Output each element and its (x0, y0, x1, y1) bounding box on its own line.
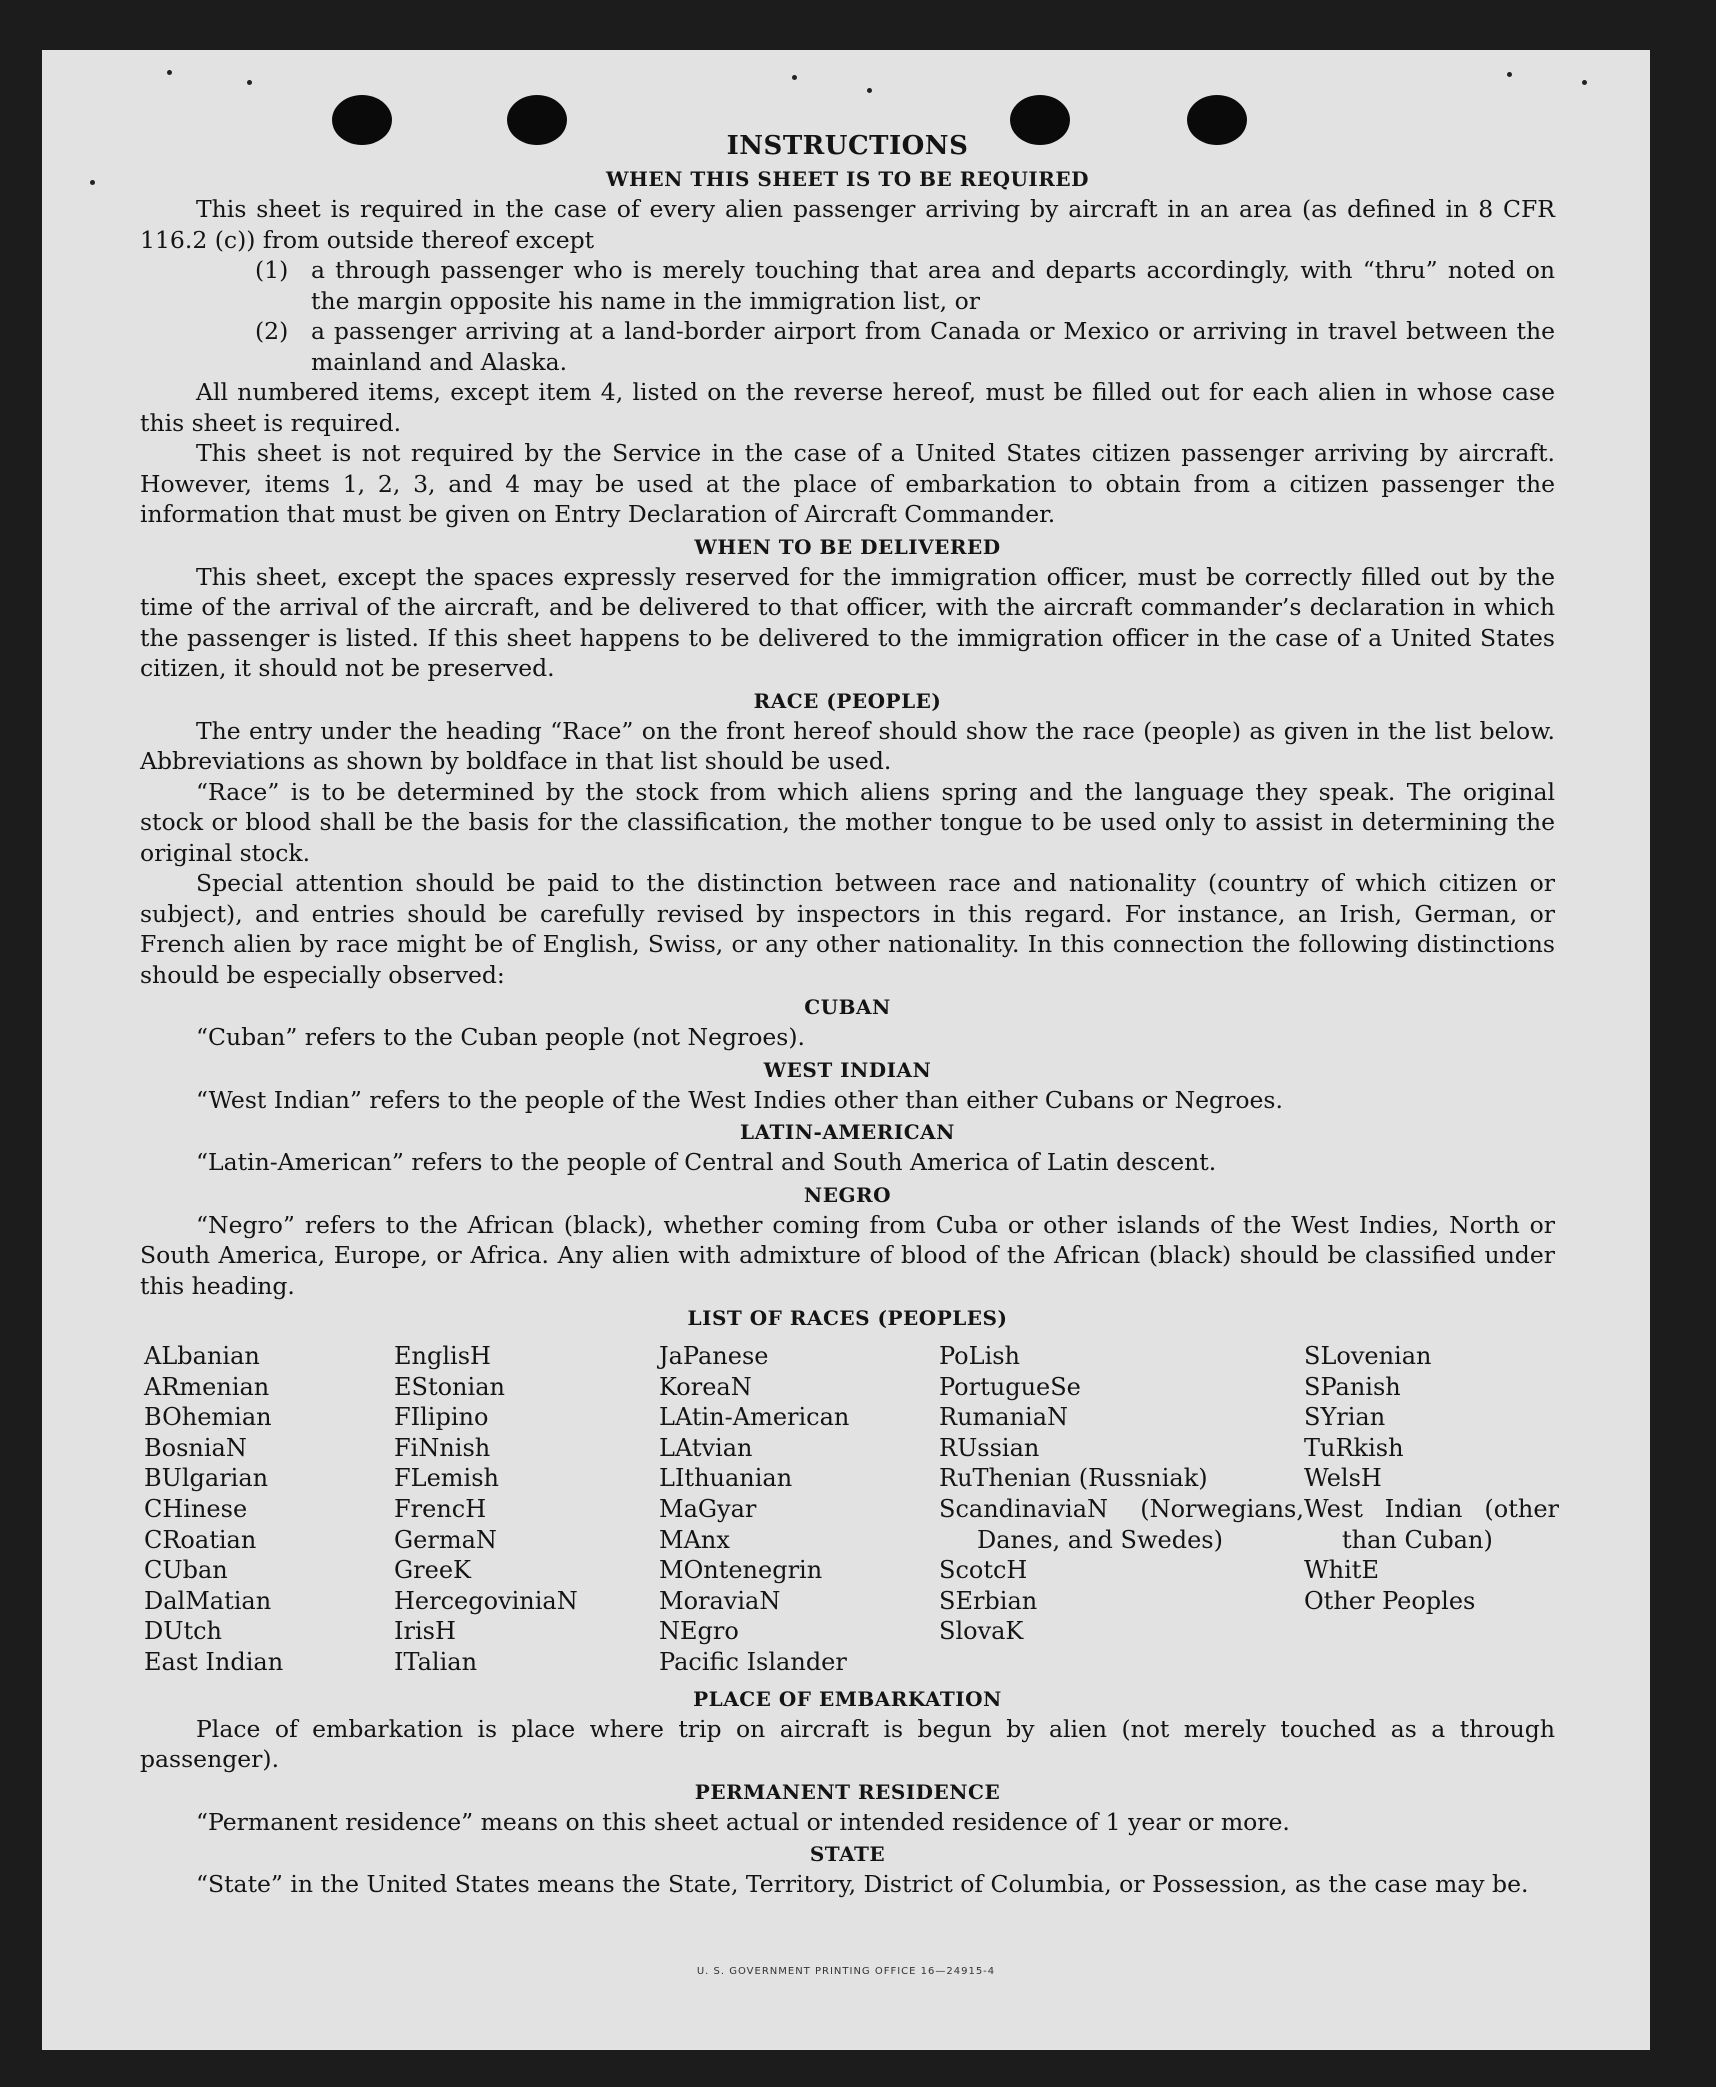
race-item: ITalian (394, 1647, 478, 1676)
race-item: RUssian (939, 1433, 1040, 1462)
race-item: FiNnish (394, 1433, 491, 1462)
list-item: (2) a passenger arriving at a land-border airport from Canada or Mexico or arriving in travel between the mainland and Alaska. (255, 317, 1555, 376)
race-list (144, 1341, 1559, 1678)
document-sheet (42, 50, 1650, 2050)
paragraph: The entry under the heading “Race” on the front hereof should show the race (people) as given in the list below. Abbreviations as shown by boldface in that list should be used. (140, 716, 1555, 775)
race-item: KoreaN (659, 1372, 752, 1401)
race-item: Pacific Islander (659, 1647, 847, 1676)
race-column (1304, 1341, 1559, 1678)
race-item: SlovaK (939, 1617, 1024, 1646)
section-heading: RACE (PEOPLE) (753, 688, 942, 713)
race-item: BosniaN (144, 1433, 247, 1462)
race-column (394, 1341, 659, 1678)
race-item: ScotcH (939, 1556, 1028, 1585)
section-heading: NEGRO (803, 1182, 892, 1207)
race-item: FIlipino (394, 1403, 489, 1432)
section-heading: WHEN THIS SHEET IS TO BE REQUIRED (606, 167, 1089, 191)
race-column (939, 1341, 1304, 1678)
race-item: DUtch (144, 1617, 223, 1646)
race-item: WelsH (1304, 1464, 1382, 1493)
paragraph: “Latin-American” refers to the people of Central and South America of Latin descent. (196, 1148, 1217, 1176)
race-item: JaPanese (659, 1342, 769, 1370)
race-item: West Indian (other than Cuban) (1304, 1494, 1559, 1554)
race-item: MOntenegrin (659, 1556, 823, 1585)
race-item: LAtvian (659, 1433, 753, 1462)
race-item: SPanish (1304, 1372, 1401, 1401)
scan-speck (1507, 72, 1512, 77)
paragraph: “Race” is to be determined by the stock from which aliens spring and the language they speak. The original stock or blood shall be the basis for the classification, the mother tongue to be used only to assist in determining the original stock. (140, 777, 1555, 867)
scan-speck (247, 80, 252, 85)
race-item: SErbian (939, 1586, 1038, 1615)
race-item: RumaniaN (939, 1403, 1069, 1432)
race-item: MoraviaN (659, 1586, 781, 1615)
section-heading: STATE (809, 1842, 886, 1867)
page-title: INSTRUCTIONS (726, 131, 969, 161)
scan-speck (167, 70, 172, 75)
race-item: LAtin-American (659, 1403, 850, 1432)
race-item: EStonian (394, 1372, 505, 1401)
race-item: FLemish (394, 1464, 499, 1493)
race-item: PoLish (939, 1342, 1021, 1370)
section-heading: CUBAN (804, 995, 891, 1019)
race-item: TuRkish (1304, 1433, 1404, 1462)
paragraph: Place of embarkation is place where trip on aircraft is begun by alien (not merely touched as a through passenger). (140, 1714, 1555, 1774)
paragraph: “State” in the United States means the State, Territory, District of Columbia, or Possession, as the case may be. (196, 1870, 1529, 1899)
race-item: CHinese (144, 1494, 248, 1523)
section-heading: WHEN TO BE DELIVERED (694, 534, 1001, 559)
instructions-body (140, 130, 1559, 1900)
printer-imprint: U. S. GOVERNMENT PRINTING OFFICE 16—24915-4 (696, 1966, 996, 1977)
scan-speck (90, 180, 95, 185)
race-item: ARmenian (144, 1372, 270, 1401)
race-column (659, 1341, 939, 1678)
race-item: PortugueSe (939, 1372, 1081, 1401)
race-item: SYrian (1304, 1403, 1386, 1432)
paragraph: Special attention should be paid to the distinction between race and nationality (country of which citizen or subject), and entries should be carefully revised by inspectors in this regard. For instance, an Irish, German, or French alien by race might be of English, Swiss, or any other nationality. In this connection the following distinctions should be especially observed: (140, 869, 1555, 989)
scan-speck (1582, 80, 1587, 85)
paragraph: All numbered items, except item 4, listed on the reverse hereof, must be filled out for each alien in whose case this sheet is required. (140, 378, 1555, 437)
race-item: BOhemian (144, 1403, 272, 1432)
race-item: CUban (144, 1556, 228, 1585)
paragraph: This sheet, except the spaces expressly reserved for the immigration officer, must be correctly filled out by the time of the arrival of the aircraft, and be delivered to that officer, with the aircraft commander’s declaration in which the passenger is listed. If this sheet happens to be delivered to the immigration officer in the case of a United States citizen, it should not be preserved. (140, 562, 1555, 682)
race-item: HercegoviniaN (394, 1586, 578, 1615)
race-item: IrisH (394, 1617, 456, 1646)
list-item: (1) a through passenger who is merely touching that area and departs accordingly, with “thru” noted on the margin opposite his name in the immigration list, or (255, 256, 1555, 315)
race-item: WhitE (1304, 1556, 1379, 1585)
race-item: ScandinaviaN (Norwegians, Danes, and Swedes) (939, 1494, 1304, 1554)
section-heading: LIST OF RACES (PEOPLES) (687, 1306, 1008, 1330)
paragraph: “Cuban” refers to the Cuban people (not Negroes). (196, 1023, 806, 1051)
race-item: GreeK (394, 1556, 471, 1585)
paragraph: “West Indian” refers to the people of the West Indies other than either Cubans or Negroes. (196, 1085, 1283, 1114)
race-item: CRoatian (144, 1525, 257, 1554)
paragraph: This sheet is not required by the Service in the case of a United States citizen passenger arriving by aircraft. However, items 1, 2, 3, and 4 may be used at the place of embarkation to obtain from a citizen passenger the information that must be given on Entry Declaration of Aircraft Commander. (140, 439, 1555, 528)
section-heading: WEST INDIAN (763, 1057, 932, 1082)
paragraph: “Permanent residence” means on this sheet actual or intended residence of 1 year or more. (196, 1807, 1290, 1836)
race-item: Other Peoples (1304, 1586, 1476, 1615)
race-item: GermaN (394, 1525, 497, 1554)
race-item: NEgro (659, 1617, 739, 1646)
scan-speck (867, 88, 872, 93)
race-item: SLovenian (1304, 1342, 1432, 1370)
race-item: East Indian (144, 1647, 284, 1676)
section-heading: LATIN-AMERICAN (740, 1120, 955, 1144)
race-item: LIthuanian (659, 1464, 793, 1493)
race-item: RuThenian (Russniak) (939, 1464, 1208, 1493)
race-item: FrencH (394, 1494, 487, 1523)
paragraph: “Negro” refers to the African (black), whether coming from Cuba or other islands of the West Indies, North or South America, Europe, or Africa. Any alien with admixture of blood of the African (black) should be classified under this heading. (140, 1210, 1555, 1300)
race-column (144, 1341, 394, 1678)
paragraph: This sheet is required in the case of every alien passenger arriving by aircraft in an area (as defined in 8 CFR 116.2 (c)) from outside thereof except (140, 195, 1555, 254)
race-item: DalMatian (144, 1586, 272, 1615)
section-heading: PERMANENT RESIDENCE (694, 1779, 1001, 1804)
scan-speck (792, 75, 797, 80)
race-item: MaGyar (659, 1494, 757, 1523)
race-item: MAnx (659, 1525, 730, 1554)
race-item: EnglisH (394, 1342, 491, 1370)
race-item: ALbanian (144, 1342, 260, 1370)
section-heading: PLACE OF EMBARKATION (693, 1686, 1002, 1711)
race-item: BUlgarian (144, 1464, 269, 1493)
